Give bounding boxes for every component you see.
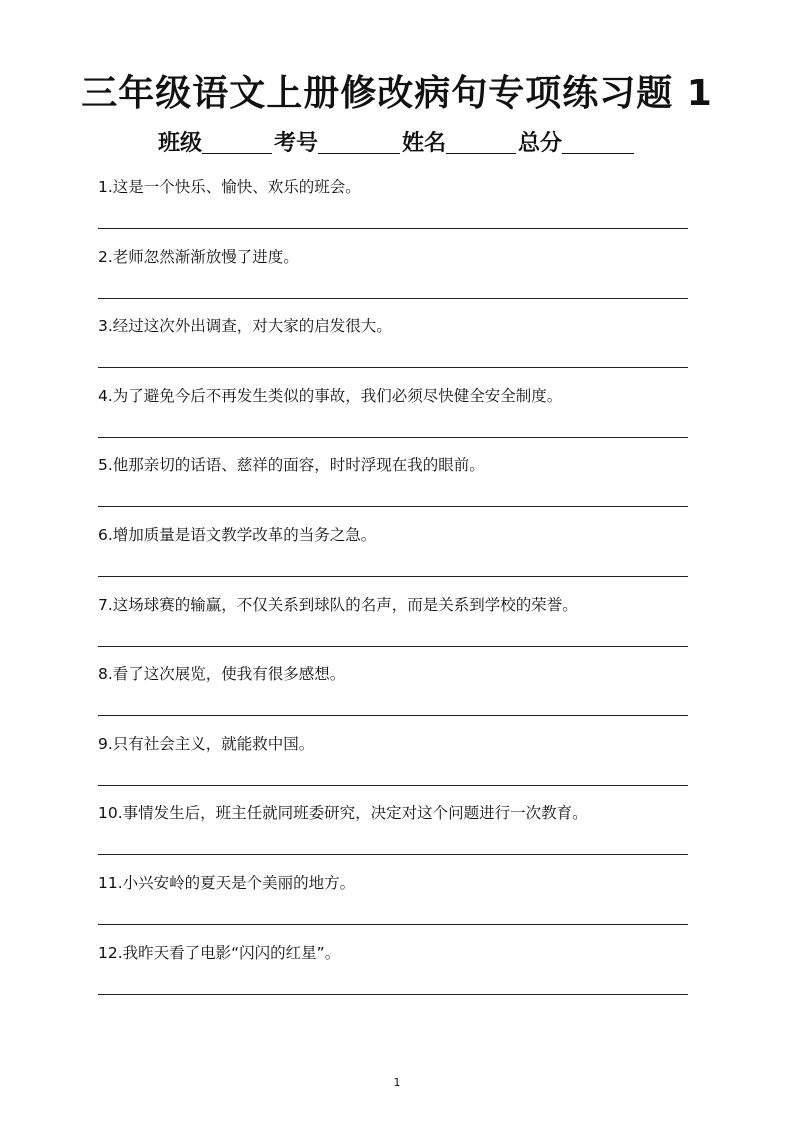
name-blank[interactable] <box>446 129 516 154</box>
question-text: 7.这场球赛的输赢，不仅关系到球队的名声，而是关系到学校的荣誉。 <box>98 595 578 614</box>
question-text: 6.增加质量是语文教学改革的当务之急。 <box>98 525 377 544</box>
question-item <box>98 244 688 314</box>
class-blank[interactable] <box>202 129 272 154</box>
answer-line[interactable] <box>98 298 688 299</box>
score-blank[interactable] <box>562 129 634 154</box>
question-item <box>98 174 688 244</box>
question-item <box>98 313 688 383</box>
question-item <box>98 592 688 662</box>
class-label: 班级 <box>157 131 202 156</box>
question-item <box>98 731 688 801</box>
question-text: 4.为了避免今后不再发生类似的事故，我们必须尽快健全安全制度。 <box>98 386 563 405</box>
question-item <box>98 452 688 522</box>
student-info-row <box>0 128 794 160</box>
question-item <box>98 522 688 592</box>
answer-line[interactable] <box>98 854 688 855</box>
question-text: 5.他那亲切的话语、慈祥的面容，时时浮现在我的眼前。 <box>98 456 485 475</box>
answer-line[interactable] <box>98 715 688 716</box>
question-text: 9.只有社会主义，就能救中国。 <box>98 734 315 753</box>
answer-line[interactable] <box>98 437 688 438</box>
answer-line[interactable] <box>98 506 688 507</box>
question-item <box>98 870 688 940</box>
page-number: 1 <box>393 1076 401 1089</box>
answer-line[interactable] <box>98 576 688 577</box>
score-label: 总分 <box>518 131 563 156</box>
question-text: 3.经过这次外出调查，对大家的启发很大。 <box>98 317 392 336</box>
answer-line[interactable] <box>98 367 688 368</box>
question-item <box>98 940 688 1010</box>
answer-line[interactable] <box>98 924 688 925</box>
answer-line[interactable] <box>98 228 688 229</box>
name-label: 姓名 <box>402 131 447 156</box>
question-text: 12.我昨天看了电影“闪闪的红星”。 <box>98 943 341 962</box>
exam-number-label: 考号 <box>273 131 318 156</box>
question-text: 11.小兴安岭的夏天是个美丽的地方。 <box>98 873 356 892</box>
question-text: 8.看了这次展览，使我有很多感想。 <box>98 665 346 684</box>
answer-line[interactable] <box>98 994 688 995</box>
question-text: 2.老师忽然渐渐放慢了进度。 <box>98 247 299 266</box>
answer-line[interactable] <box>98 646 688 647</box>
question-text: 10.事情发生后，班主任就同班委研究，决定对这个问题进行一次教育。 <box>98 804 588 823</box>
exam-number-blank[interactable] <box>318 129 400 154</box>
answer-line[interactable] <box>98 785 688 786</box>
question-list <box>98 174 688 1009</box>
question-item <box>98 800 688 870</box>
question-item <box>98 661 688 731</box>
question-text: 1.这是一个快乐、愉快、欢乐的班会。 <box>98 178 361 196</box>
question-item <box>98 383 688 453</box>
page-title: 三年级语文上册修改病句专项练习题 1 <box>81 73 713 114</box>
